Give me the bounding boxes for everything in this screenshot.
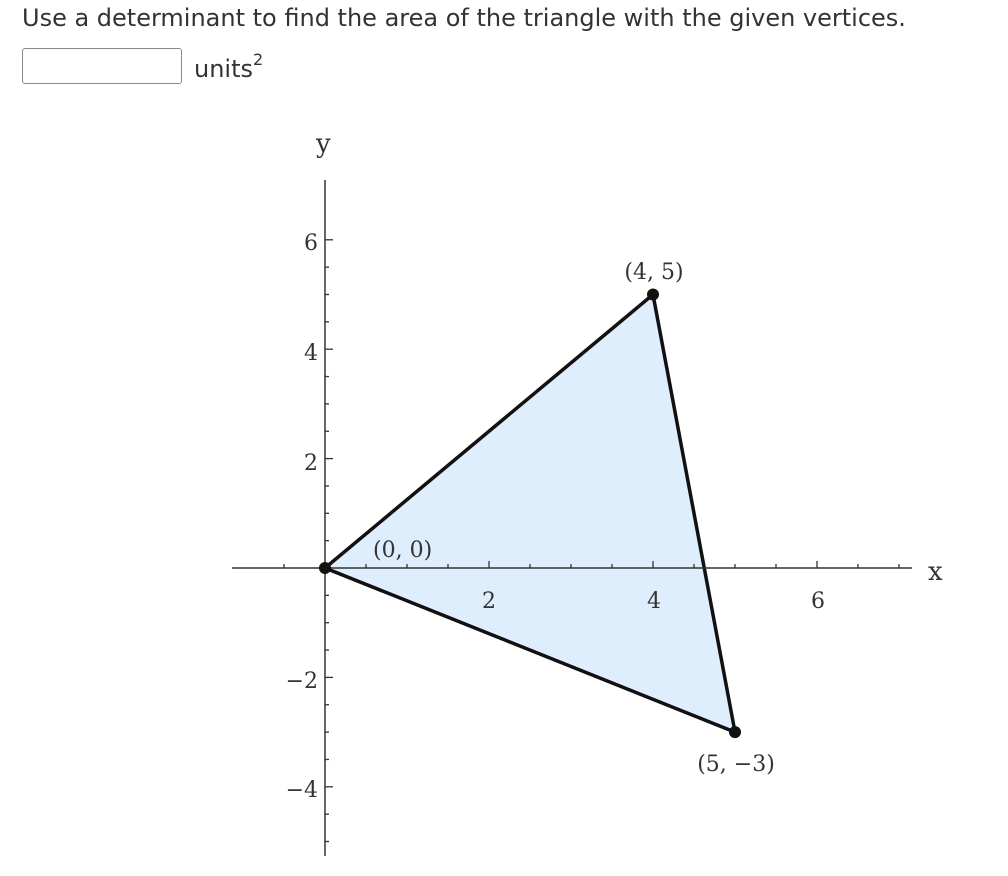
x-tick-label-4: 4 [647, 589, 661, 614]
vertex-label-origin: (0, 0) [373, 538, 433, 563]
y-tick-label-neg4: −4 [285, 778, 318, 803]
triangle-shape [325, 295, 735, 733]
x-tick-label-2: 2 [482, 589, 496, 614]
x-axis-label: x [928, 557, 943, 587]
y-tick-label-6: 6 [304, 231, 318, 256]
vertex-label-4-5: (4, 5) [624, 260, 684, 285]
vertex-point-4-5 [647, 289, 659, 301]
y-axis-label: y [316, 129, 331, 159]
vertex-label-5-neg3: (5, −3) [697, 752, 775, 777]
x-tick-label-6: 6 [811, 589, 825, 614]
units-text: units [194, 54, 254, 83]
y-tick-label-neg2: −2 [285, 669, 318, 694]
y-tick-label-4: 4 [304, 341, 318, 366]
question-text: Use a determinant to find the area of the triangle with the given vertices. [22, 4, 906, 32]
vertex-point-5-neg3 [729, 726, 741, 738]
vertex-point-origin [319, 562, 331, 574]
y-tick-label-2: 2 [304, 451, 318, 476]
units-exponent: 2 [253, 49, 264, 69]
